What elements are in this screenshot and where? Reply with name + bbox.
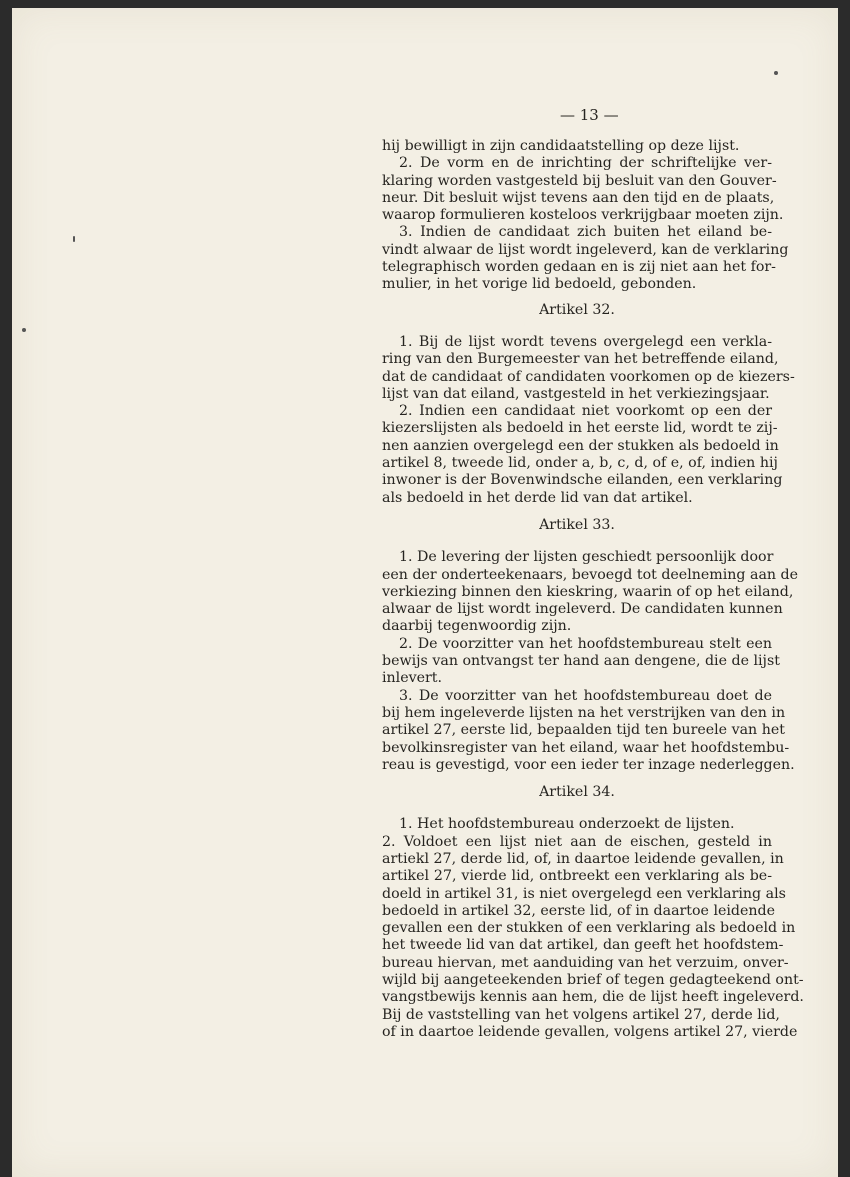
text-line: bedoeld in artikel 32, eerste lid, of in daartoe leidende (382, 902, 776, 919)
text-line: waarop formulieren kosteloos verkrijgbaar moeten zijn. (382, 207, 784, 224)
text-line: een der onderteekenaars, bevoegd tot deelneming aan de (382, 566, 799, 583)
text-line: artikel 27, eerste lid, bepaalden tijd ten bureele van het (382, 722, 785, 739)
text-line: wijld bij aangeteekenden brief of tegen gedagteekend ont- (382, 972, 804, 989)
text-line: mulier, in het vorige lid bedoeld, gebonden. (382, 276, 697, 293)
text-line: bevolkinsregister van het eiland, waar het hoofdstembu- (382, 739, 790, 756)
text-line: nen aanzien overgelegd een der stukken als bedoeld in (382, 437, 779, 454)
text-line: Bij de vaststelling van het volgens artikel 27, derde lid, (382, 1006, 780, 1023)
text-line: het tweede lid van dat artikel, dan geeft het hoofdstem- (382, 937, 784, 954)
text-line: verkiezing binnen den kieskring, waarin of op het eiland, (382, 583, 794, 600)
article-heading: Artikel 34. (539, 784, 615, 801)
paragraph (382, 816, 772, 833)
text-line: 1. De levering der lijsten geschiedt persoonlijk door (399, 549, 774, 566)
text-line: 3. De voorzitter van het hoofdstembureau doet de (399, 687, 772, 704)
text-line: alwaar de lijst wordt ingeleverd. De candidaten kunnen (382, 601, 783, 618)
ink-speck (22, 328, 26, 332)
text-line: bewijs van ontvangst ter hand aan dengene, die de lijst (382, 653, 780, 670)
text-line: 1. Het hoofdstembureau onderzoekt de lijsten. (399, 816, 735, 833)
text-line: artiekl 27, derde lid, of, in daartoe leidende gevallen, in (382, 850, 784, 867)
body-text-column (382, 138, 804, 1041)
text-line: vindt alwaar de lijst wordt ingeleverd, kan de verklaring (382, 241, 789, 258)
paragraph (382, 224, 789, 293)
paragraph (382, 138, 772, 155)
text-line: artikel 8, tweede lid, onder a, b, c, d, of e, of, indien hij (382, 455, 778, 472)
paragraph (382, 833, 804, 1042)
text-line: daarbij tegenwoordig zijn. (382, 618, 572, 635)
paragraph (382, 635, 780, 688)
text-line: 2. Voldoet een lijst niet aan de eischen, gesteld in (382, 833, 772, 850)
page-number: — 13 — (560, 106, 619, 124)
text-line: doeld in artikel 31, is niet overgelegd een verklaring als (382, 885, 786, 902)
text-line: inlevert. (382, 670, 443, 687)
text-line: of in daartoe leidende gevallen, volgens artikel 27, vierde (382, 1023, 798, 1040)
text-line: bij hem ingeleverde lijsten na het verstrijken van den in (382, 704, 786, 721)
ink-speck (774, 71, 778, 75)
text-line: lijst van dat eiland, vastgesteld in het verkiezingsjaar. (382, 385, 770, 402)
text-line: hij bewilligt in zijn candidaatstelling op deze lijst. (382, 138, 740, 154)
text-line: bureau hiervan, met aanduiding van het verzuim, onver- (382, 954, 789, 971)
text-line: dat de candidaat of candidaten voorkomen op de kiezers- (382, 368, 795, 385)
text-line: klaring worden vastgesteld bij besluit van den Gouver- (382, 172, 777, 189)
text-line: neur. Dit besluit wijst tevens aan den tijd en de plaats, (382, 189, 775, 206)
text-line: 1. Bij de lijst wordt tevens overgelegd een verkla- (399, 333, 772, 350)
article-heading: Artikel 32. (539, 301, 615, 318)
text-line: kiezerslijsten als bedoeld in het eerste lid, wordt te zij- (382, 420, 778, 437)
paragraph (382, 549, 799, 635)
ink-speck (73, 236, 75, 242)
paragraph (382, 155, 784, 224)
paragraph (382, 333, 795, 403)
text-line: vangstbewijs kennis aan hem, die de lijst heeft ingeleverd. (382, 989, 804, 1006)
text-line: 2. De voorzitter van het hoofdstembureau stelt een (399, 635, 772, 652)
text-line: gevallen een der stukken of een verklaring als bedoeld in (382, 920, 796, 937)
text-line: ring van den Burgemeester van het betreffende eiland, (382, 351, 779, 368)
text-line: reau is gevestigd, voor een ieder ter inzage nederleggen. (382, 756, 795, 773)
text-line: 2. De vorm en de inrichting der schriftelijke ver- (399, 155, 772, 172)
text-line: artikel 27, vierde lid, ontbreekt een verklaring als be- (382, 868, 772, 885)
paragraph (382, 403, 783, 507)
article-heading: Artikel 33. (539, 516, 615, 533)
text-line: telegraphisch worden gedaan en is zij niet aan het for- (382, 259, 776, 276)
text-line: als bedoeld in het derde lid van dat artikel. (382, 489, 693, 506)
paragraph (382, 687, 795, 774)
text-line: 2. Indien een candidaat niet voorkomt op een der (399, 403, 772, 420)
text-line: 3. Indien de candidaat zich buiten het eiland be- (399, 224, 772, 241)
text-line: inwoner is der Bovenwindsche eilanden, een verklaring (382, 472, 783, 489)
